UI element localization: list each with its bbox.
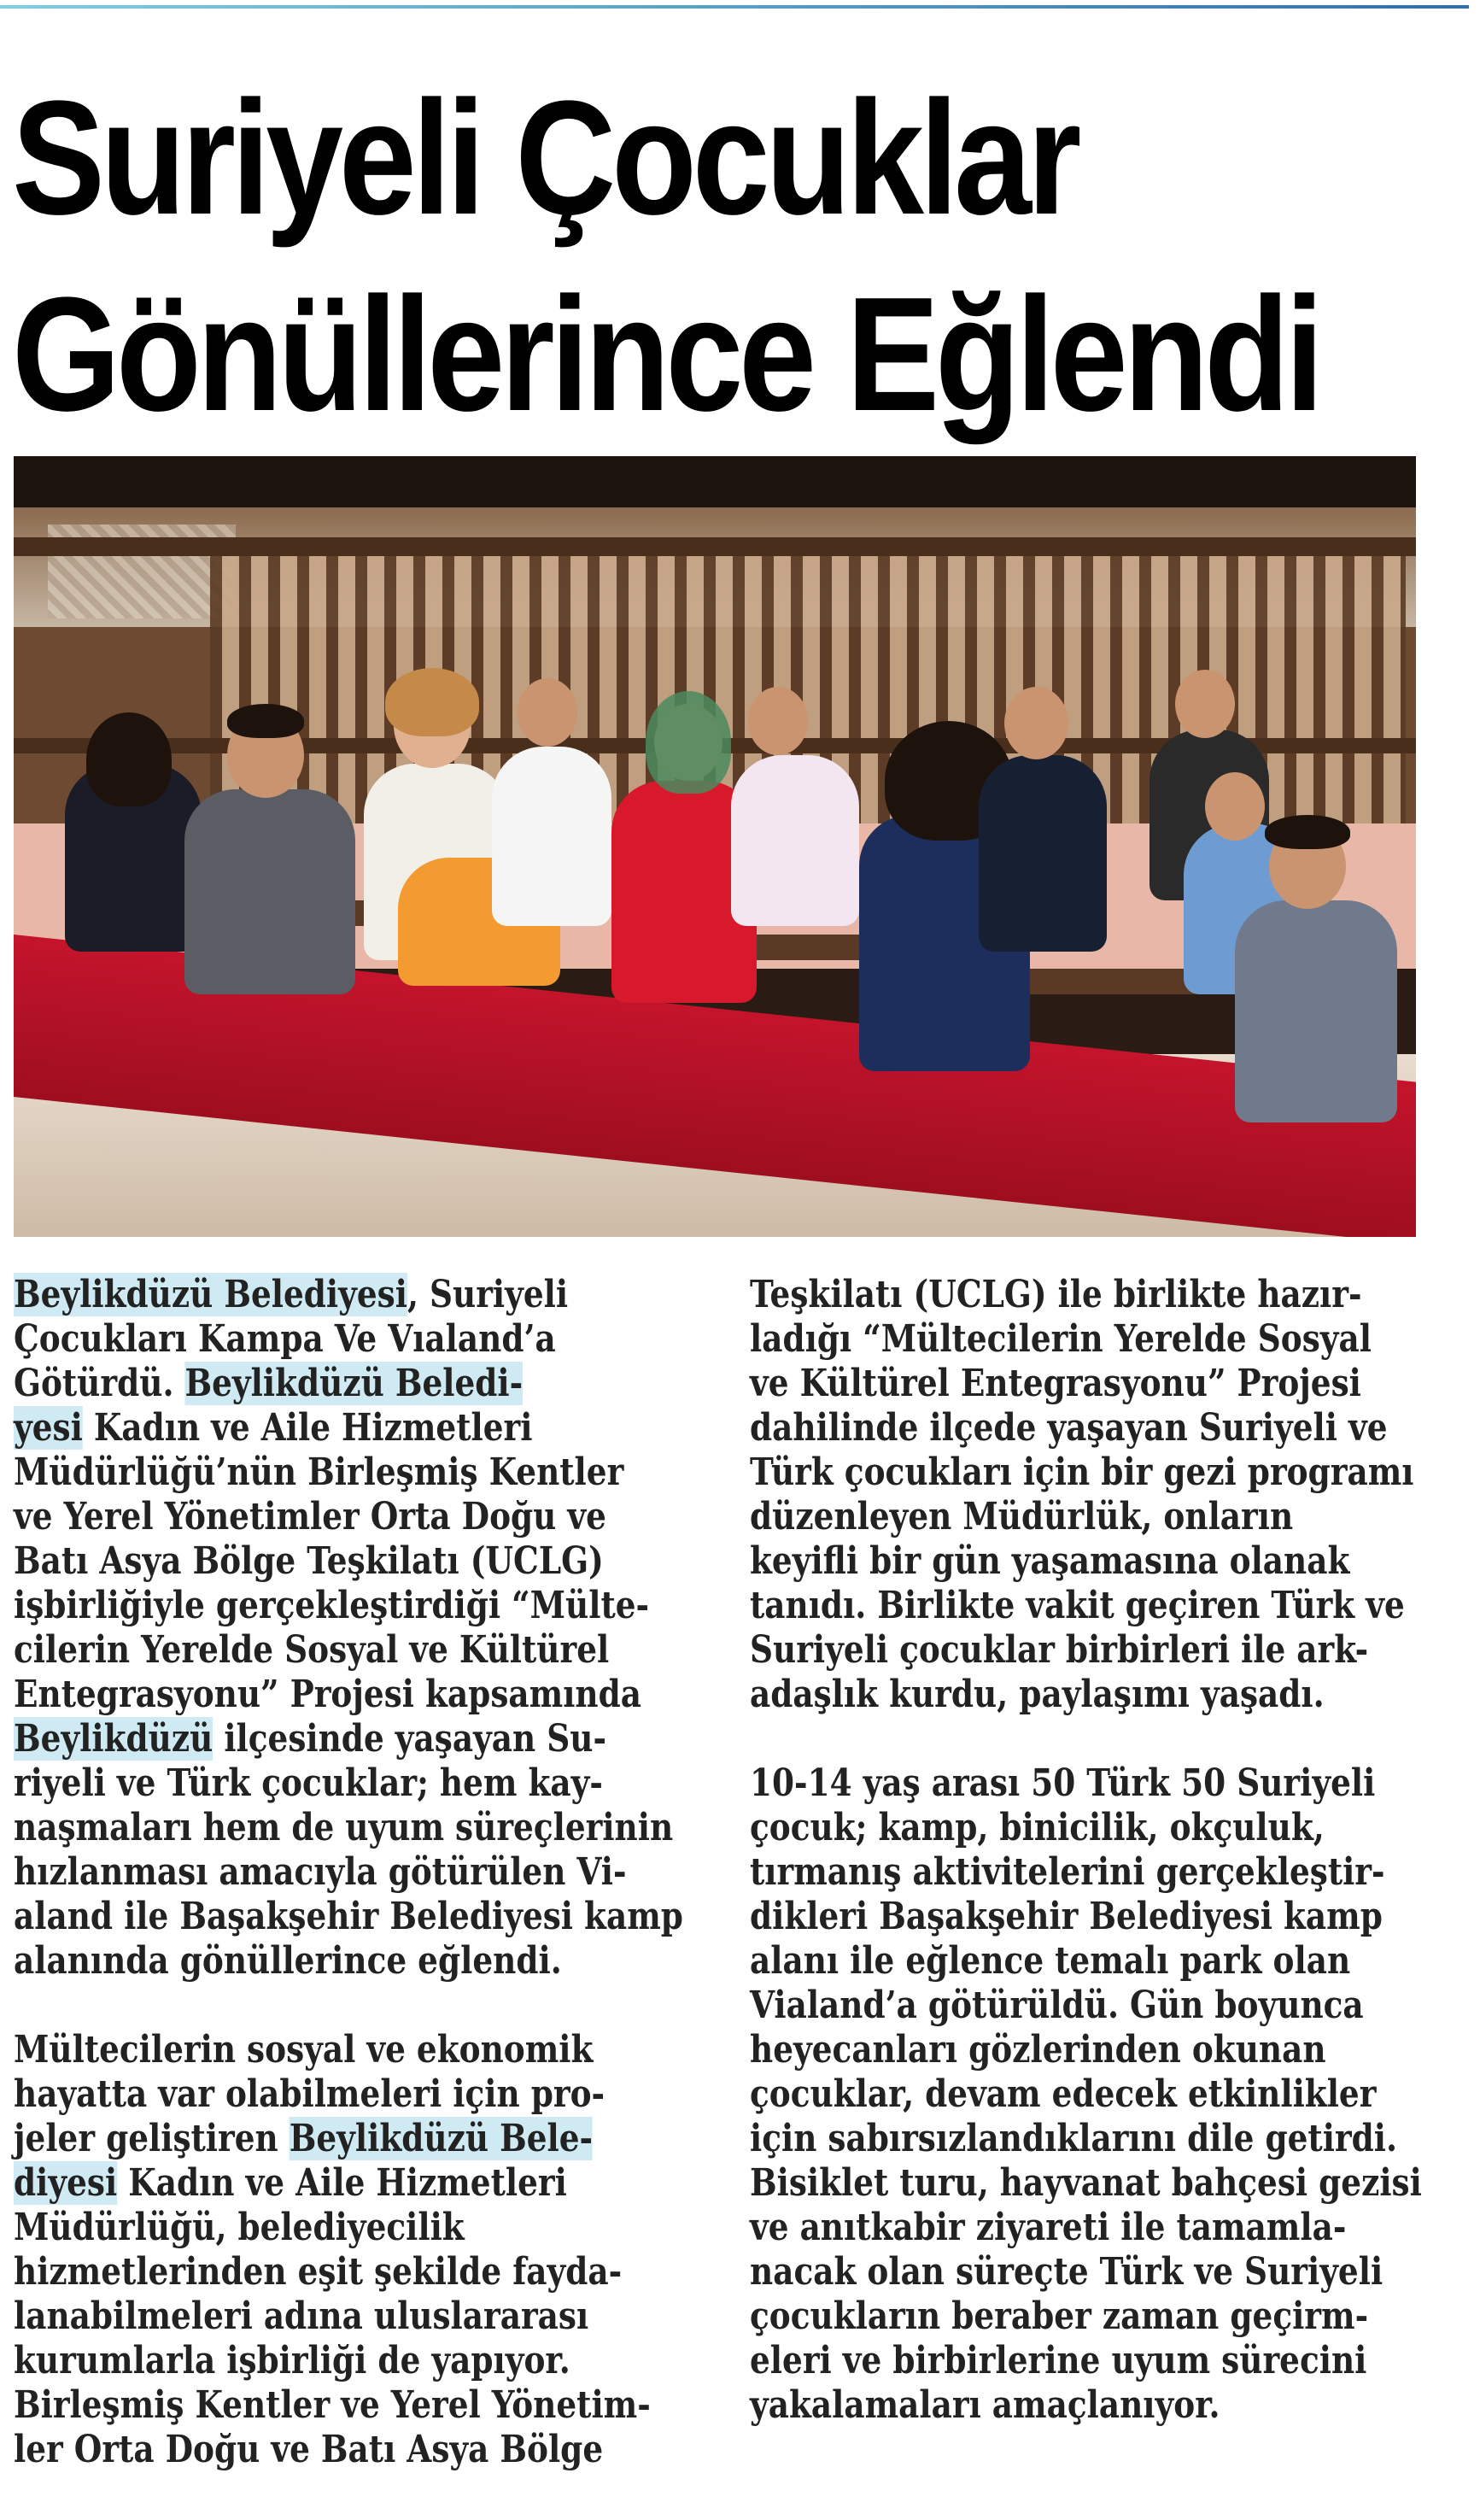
text-line: keyifli bir gün yaşamasına olanak xyxy=(750,1539,1350,1583)
text-segment: lanabilmeleri adına uluslararası xyxy=(14,2294,589,2338)
text-line xyxy=(14,1406,713,1450)
text-segment: kurumlarla işbirliği de yapıyor. xyxy=(14,2339,570,2382)
text-line: nacak olan süreçte Türk ve Suriyeli xyxy=(750,2250,1383,2294)
text-line: ladığı “Mültecilerin Yerelde Sosyal xyxy=(750,1317,1372,1361)
paragraph-right-2 xyxy=(750,1761,1429,2428)
text-line: Teşkilatı (UCLG) ile birlikte hazır- xyxy=(750,1273,1362,1316)
text-segment: Batı Asya Bölge Teşkilatı (UCLG) xyxy=(14,1539,604,1583)
text-segment: Müdürlüğü’nün Birleşmiş Kentler xyxy=(14,1450,624,1494)
text-line: ve anıtkabir ziyareti ile tamamla- xyxy=(750,2206,1347,2249)
text-line: için sabırsızlandıklarını dile getirdi. xyxy=(750,2117,1398,2160)
text-line: tanıdı. Birlikte vakit geçiren Türk ve xyxy=(750,1584,1405,1627)
text-line xyxy=(14,2339,713,2383)
text-line xyxy=(14,1850,713,1895)
text-segment: ve Yerel Yönetimler Orta Doğu ve xyxy=(14,1495,606,1538)
text-line xyxy=(14,1673,713,1717)
text-segment: ler Orta Doğu ve Batı Asya Bölge xyxy=(14,2428,604,2471)
text-line: ve Kültürel Entegrasyonu” Projesi xyxy=(750,1362,1361,1405)
text-line: yakalamaları amaçlanıyor. xyxy=(750,2383,1220,2427)
text-segment: , Suriyeli xyxy=(407,1273,569,1316)
text-line: alanı ile eğlence temalı park olan xyxy=(750,1939,1351,1983)
top-rule xyxy=(0,5,1469,9)
text-line xyxy=(14,2294,713,2339)
text-line xyxy=(14,2383,713,2428)
text-line xyxy=(14,2072,713,2117)
text-line xyxy=(14,1495,713,1539)
text-line xyxy=(14,1584,713,1628)
text-line xyxy=(14,2250,713,2294)
text-segment: ilçesinde yaşayan Su- xyxy=(213,1717,607,1761)
text-segment: Kadın ve Aile Hizmetleri xyxy=(117,2161,567,2205)
text-line: Vialand’a götürüldü. Gün boyunca xyxy=(750,1984,1364,2027)
text-segment: cilerin Yerelde Sosyal ve Kültürel xyxy=(14,1628,610,1672)
text-line xyxy=(14,2206,713,2250)
text-line xyxy=(14,2028,713,2072)
article-column-left xyxy=(14,1273,713,2517)
text-segment: Müdürlüğü, belediyecilik xyxy=(14,2206,465,2249)
text-line xyxy=(14,1939,713,1984)
text-line: heyecanları gözlerinden okunan xyxy=(750,2028,1326,2072)
highlighted-name: Beylikdüzü xyxy=(14,1717,214,1761)
text-segment: Çocukları Kampa Ve Vıaland’a xyxy=(14,1317,556,1361)
text-line: 10-14 yaş arası 50 Türk 50 Suriyeli xyxy=(750,1761,1376,1805)
paragraph-right-1 xyxy=(750,1273,1429,1717)
text-line: çocuk; kamp, binicilik, okçuluk, xyxy=(750,1806,1325,1849)
text-segment: Entegrasyonu” Projesi kapsamında xyxy=(14,1673,642,1716)
text-line: Türk çocukları için bir gezi programı xyxy=(750,1450,1414,1494)
text-segment: naşmaları hem de uyum süreçlerinin xyxy=(14,1806,674,1849)
text-line xyxy=(14,1450,713,1495)
paragraph-left-1 xyxy=(14,1273,713,1984)
text-line xyxy=(14,1317,713,1362)
text-segment: alanında gönüllerince eğlendi. xyxy=(14,1939,562,1983)
text-segment: hayatta var olabilmeleri için pro- xyxy=(14,2072,605,2116)
text-line: Suriyeli çocuklar birbirleri ile ark- xyxy=(750,1628,1369,1672)
text-line xyxy=(14,1539,713,1584)
text-line: çocuklar, devam edecek etkinlikler xyxy=(750,2072,1377,2116)
text-line: adaşlık kurdu, paylaşımı yaşadı. xyxy=(750,1673,1325,1716)
text-segment: işbirliğiyle gerçekleştirdiği “Mülte- xyxy=(14,1584,650,1627)
text-segment: aland ile Başakşehir Belediyesi kamp xyxy=(14,1895,683,1938)
text-line: tırmanış aktivitelerini gerçekleştir- xyxy=(750,1850,1385,1894)
text-segment: riyeli ve Türk çocuklar; hem kay- xyxy=(14,1761,603,1805)
text-line xyxy=(14,1761,713,1806)
text-segment: jeler geliştiren xyxy=(14,2117,290,2160)
headline xyxy=(12,60,1320,453)
text-line xyxy=(14,1362,713,1406)
text-line xyxy=(14,1895,713,1939)
text-segment: Mültecilerin sosyal ve ekonomik xyxy=(14,2028,594,2072)
text-line: dahilinde ilçede yaşayan Suriyeli ve xyxy=(750,1406,1388,1450)
text-line xyxy=(14,2117,713,2161)
text-segment: Kadın ve Aile Hizmetleri xyxy=(82,1406,533,1450)
text-line: çocukların beraber zaman geçirm- xyxy=(750,2294,1369,2338)
text-line: düzenleyen Müdürlük, onların xyxy=(750,1495,1294,1538)
text-segment: hızlanması amacıyla götürülen Vi- xyxy=(14,1850,627,1894)
highlighted-name: Beylikdüzü Beledi- xyxy=(184,1362,524,1405)
highlighted-name: Beylikdüzü Bele- xyxy=(289,2117,594,2160)
text-segment: Birleşmiş Kentler ve Yerel Yönetim- xyxy=(14,2383,651,2427)
text-line xyxy=(14,2161,713,2206)
text-segment: hizmetlerinden eşit şekilde fayda- xyxy=(14,2250,623,2294)
article-photo xyxy=(14,456,1416,1237)
paragraph-left-2 xyxy=(14,2028,713,2472)
highlighted-name: yesi xyxy=(14,1406,83,1450)
headline-line-1: Suriyeli Çocuklar xyxy=(12,67,1078,249)
text-line: eleri ve birbirlerine uyum sürecini xyxy=(750,2339,1367,2382)
text-line xyxy=(14,1806,713,1850)
text-line: dikleri Başakşehir Belediyesi kamp xyxy=(750,1895,1383,1938)
text-line xyxy=(14,1628,713,1673)
text-line xyxy=(14,2428,713,2472)
highlighted-name: diyesi xyxy=(14,2161,118,2205)
text-line: Bisiklet turu, hayvanat bahçesi gezisi xyxy=(750,2161,1422,2205)
text-line xyxy=(14,1717,713,1761)
headline-line-2: Gönüllerince Eğlendi xyxy=(12,264,1320,445)
text-line xyxy=(14,1273,713,1317)
text-segment: Götürdü. xyxy=(14,1362,185,1405)
article-column-right xyxy=(750,1273,1429,2472)
highlighted-name: Beylikdüzü Belediyesi xyxy=(14,1273,407,1316)
